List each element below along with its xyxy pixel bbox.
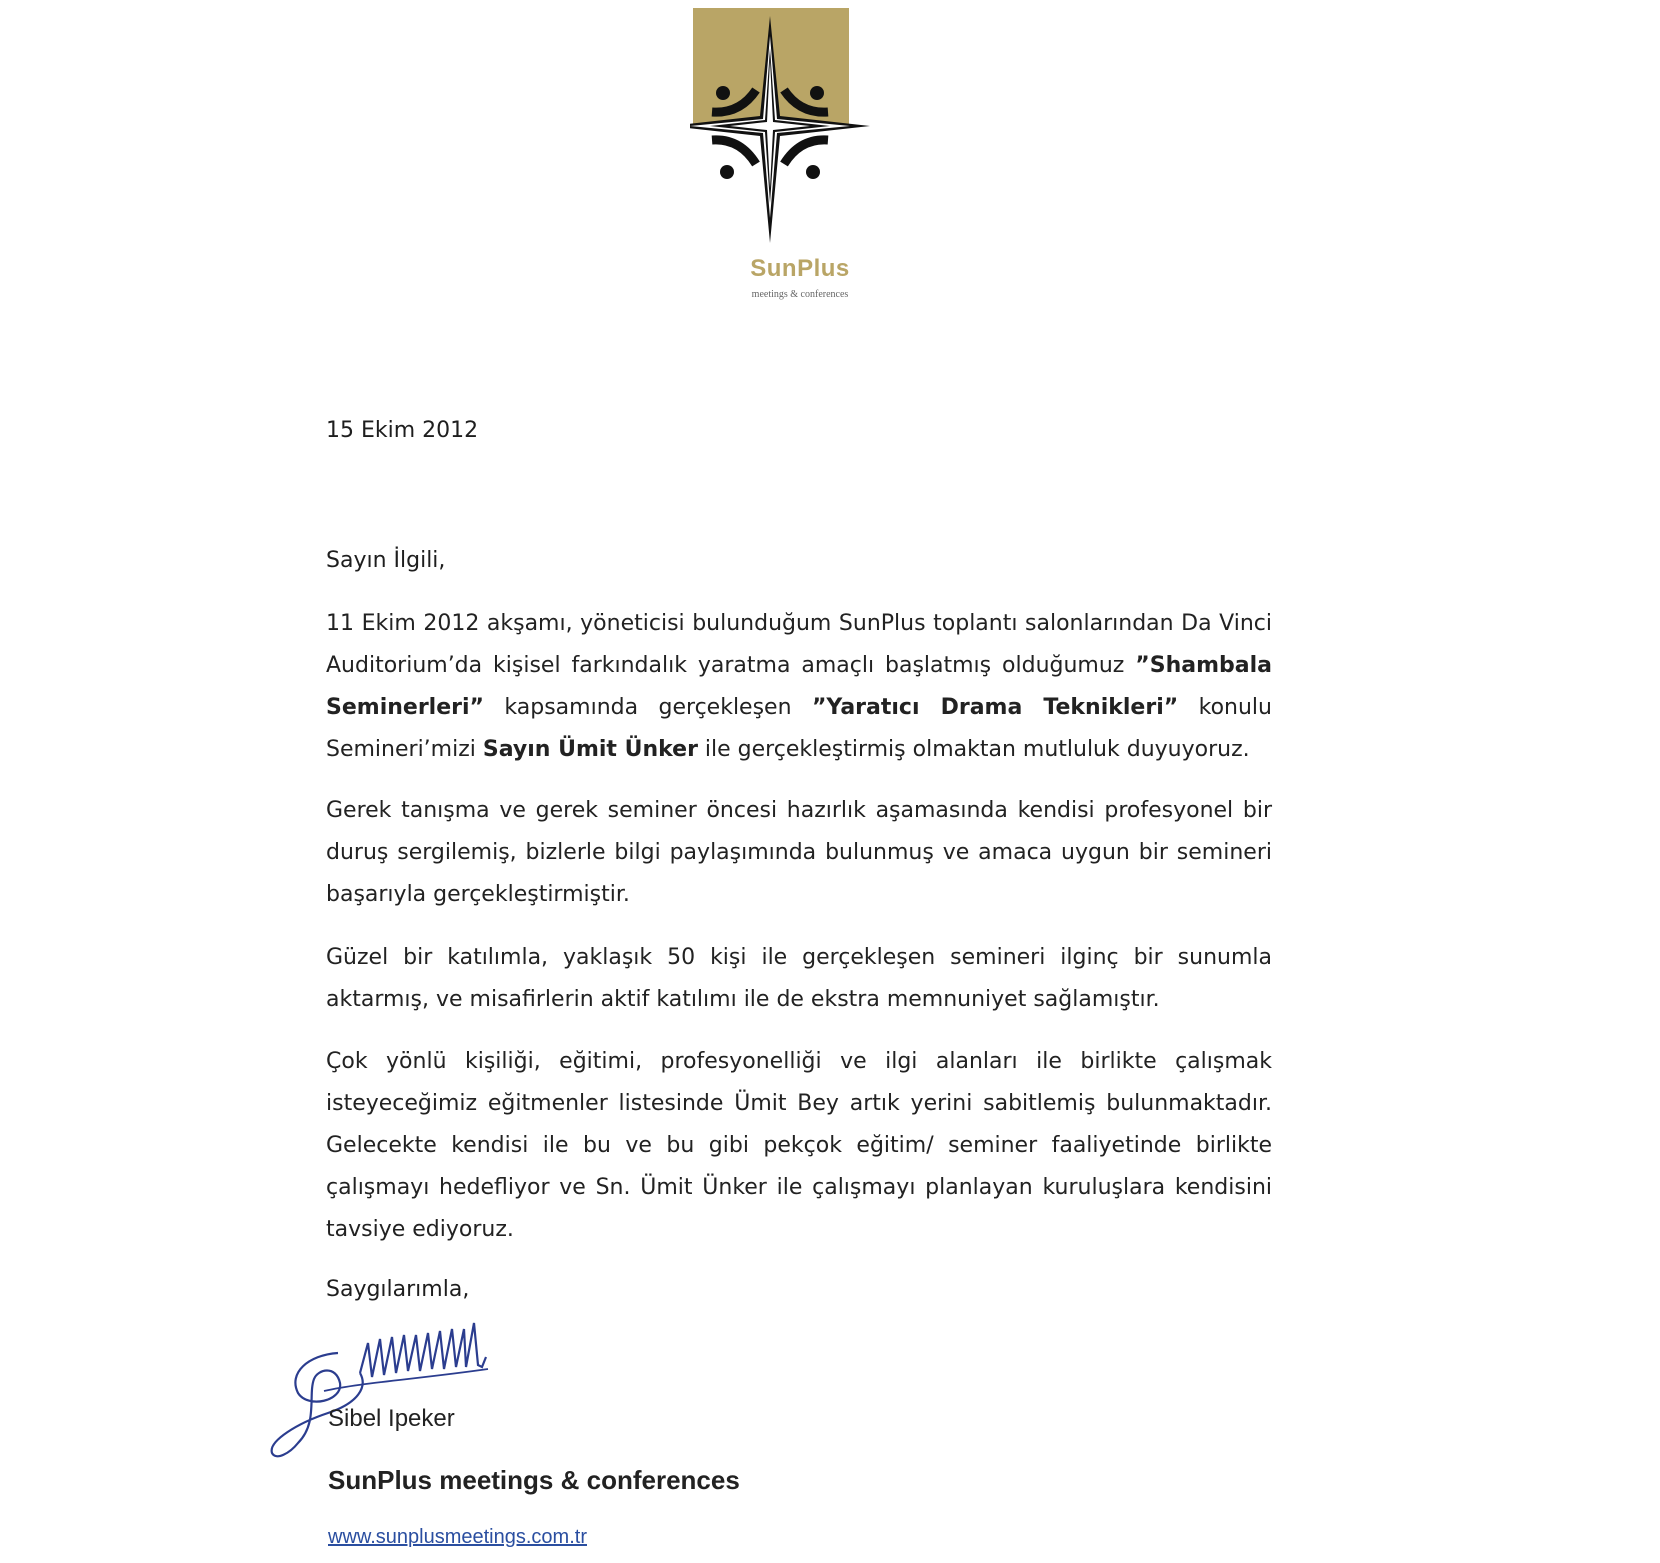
brand-name: SunPlus [750, 255, 850, 282]
company-name: SunPlus meetings & conferences [328, 1465, 740, 1495]
paragraph-4: Çok yönlü kişiliği, eğitimi, profesyonelliği ve ilgi alanları ile birlikte çalışmak isteyeceğimiz eğitmenler listesinde Ümit Bey artık yerini sabitlemiş bulunmaktadır. Gelecekte kendisi ile bu ve bu gibi pekçok eğitim/ seminer faaliyetinde birlikte çalışmayı hedefliyor ve Sn. Ümit Ünker ile çalışmayı planlayan kuruluşlara kendisini tavsiye ediyoruz. [326, 1049, 1272, 1242]
p1-text-g: ile gerçekleştirmiş olmaktan mutluluk duyuyoruz. [697, 737, 1250, 762]
brand-tagline: meetings & conferences [751, 289, 849, 300]
trainer-name: Sayın Ümit Ünker [482, 737, 698, 762]
star-emblem-icon [690, 8, 910, 253]
website-link[interactable]: www.sunplusmeetings.com.tr [328, 1526, 587, 1548]
sunplus-logo [690, 8, 910, 308]
p1-text-e: konulu Semineri’mizi [326, 695, 1272, 762]
letter-date: 15 Ekim 2012 [326, 418, 479, 443]
paragraph-1 [326, 603, 1272, 771]
handwritten-signature [268, 1313, 528, 1463]
greeting: Sayın İlgili, [326, 548, 446, 573]
paragraph-3: Güzel bir katılımla, yaklaşık 50 kişi ile gerçekleşen semineri ilginç bir sunumla aktarmış, ve misafirlerin aktif katılımı ile de ekstra memnuniyet sağlamıştır. [326, 945, 1272, 1012]
closing: Saygılarımla, [326, 1277, 470, 1302]
signer-name: Sibel Ipeker [328, 1405, 455, 1432]
p1-text-a: 11 Ekim 2012 akşamı, yöneticisi bulunduğum SunPlus toplantı salonlarından Da Vinci Auditorium’da kişisel farkındalık yaratma amaçlı başlatmış olduğumuz [326, 611, 1272, 678]
p1-text-c: kapsamında gerçekleşen [483, 695, 812, 720]
paragraph-2: Gerek tanışma ve gerek seminer öncesi hazırlık aşamasında kendisi profesyonel bir duruş sergilemiş, bizlerle bilgi paylaşımında bulunmuş ve amaca uygun bir semineri başarıyla gerçekleştirmiştir. [326, 798, 1272, 907]
seminar-topic-name: ”Yaratıcı Drama Teknikleri” [811, 695, 1179, 720]
seminar-series-name: ”Shambala Seminerleri” [326, 653, 1272, 720]
